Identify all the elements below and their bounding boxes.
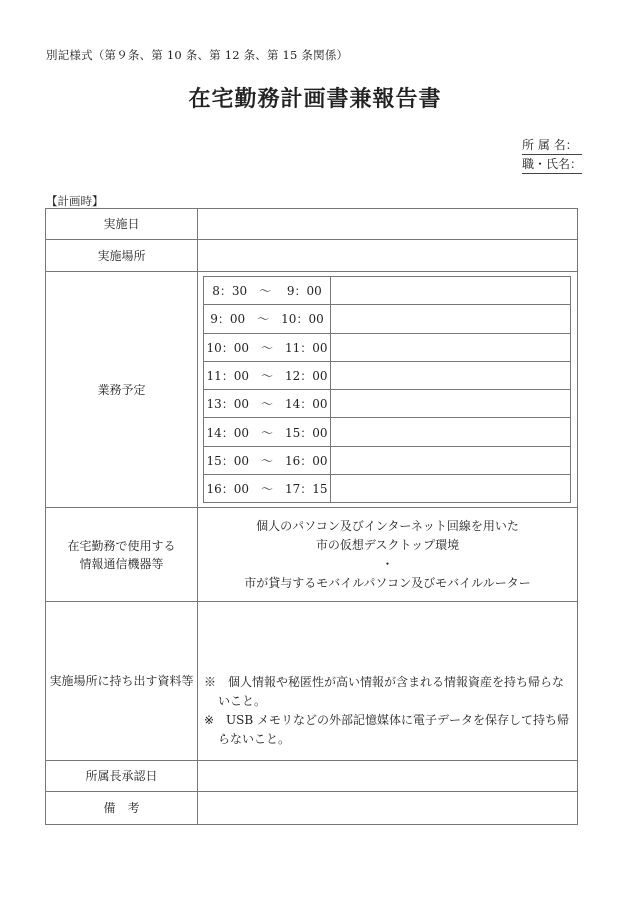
name-label: 職・氏名： [522, 155, 582, 174]
materials-note-1: ※ 個人情報や秘匿性が高い情報が含まれる情報資産を持ち帰らないこと。 [204, 675, 565, 709]
business-plan-cell [198, 272, 578, 508]
equipment-line2: 市の仮想デスクトップ環境 [315, 537, 460, 552]
row-equipment [46, 508, 578, 602]
equipment-label-line1: 在宅勤務で使用する [67, 538, 176, 553]
remarks-label: 備 考 [46, 792, 198, 825]
materials-notes [198, 613, 577, 749]
schedule-time: 15：00 ～ 16：00 [204, 446, 331, 474]
affiliation-block [522, 136, 582, 174]
schedule-row [204, 277, 571, 305]
row-materials [46, 602, 578, 761]
equipment-line1: 個人のパソコン及びインターネット回線を用いた [256, 518, 519, 533]
schedule-task-field[interactable] [331, 305, 571, 333]
schedule-row [204, 305, 571, 333]
materials-cell[interactable] [198, 602, 578, 761]
schedule-task-field[interactable] [331, 333, 571, 361]
schedule-row [204, 361, 571, 389]
schedule-time: 14：00 ～ 15：00 [204, 418, 331, 446]
schedule-time: 9：00 ～ 10：00 [204, 305, 331, 333]
schedule-row [204, 390, 571, 418]
equipment-cell [198, 508, 578, 602]
approval-date-field[interactable] [198, 761, 578, 792]
schedule-row [204, 475, 571, 503]
remarks-field[interactable] [198, 792, 578, 825]
materials-label: 実施場所に持ち出す資料等 [46, 602, 198, 761]
schedule-table [203, 276, 571, 503]
schedule-row [204, 333, 571, 361]
schedule-time: 10：00 ～ 11：00 [204, 333, 331, 361]
affiliation-label: 所 属 名： [522, 136, 582, 155]
approval-date-label: 所属長承認日 [46, 761, 198, 792]
implementation-place-label: 実施場所 [46, 240, 198, 272]
plan-table [45, 208, 578, 825]
schedule-time: 13：00 ～ 14：00 [204, 390, 331, 418]
row-implementation-place [46, 240, 578, 272]
schedule-task-field[interactable] [331, 418, 571, 446]
schedule-task-field[interactable] [331, 390, 571, 418]
section-label: 【計画時】 [46, 194, 104, 208]
business-plan-label: 業務予定 [46, 272, 198, 508]
schedule-time: 8：30 ～ 9：00 [204, 277, 331, 305]
schedule-row [204, 418, 571, 446]
schedule-task-field[interactable] [331, 361, 571, 389]
implementation-date-label: 実施日 [46, 209, 198, 240]
materials-note-2: ※ USB メモリなどの外部記憶媒体に電子データを保存して持ち帰らないこと。 [204, 713, 570, 747]
form-reference: 別記様式（第９条、第 10 条、第 12 条、第 15 条関係） [46, 48, 349, 62]
row-business-plan [46, 272, 578, 508]
equipment-line4: 市が貸与するモバイルパソコン及びモバイルルーター [244, 575, 531, 590]
document-title: 在宅勤務計画書兼報告書 [188, 86, 442, 112]
schedule-task-field[interactable] [331, 475, 571, 503]
row-remarks [46, 792, 578, 825]
equipment-separator: ・ [381, 556, 394, 571]
row-approval-date [46, 761, 578, 792]
schedule-time: 11：00 ～ 12：00 [204, 361, 331, 389]
implementation-place-field[interactable] [198, 240, 578, 272]
schedule-task-field[interactable] [331, 277, 571, 305]
schedule-row [204, 446, 571, 474]
equipment-label [46, 508, 198, 602]
implementation-date-field[interactable] [198, 209, 578, 240]
row-implementation-date [46, 209, 578, 240]
schedule-task-field[interactable] [331, 446, 571, 474]
schedule-time: 16：00 ～ 17：15 [204, 475, 331, 503]
equipment-label-line2: 情報通信機器等 [79, 556, 164, 571]
